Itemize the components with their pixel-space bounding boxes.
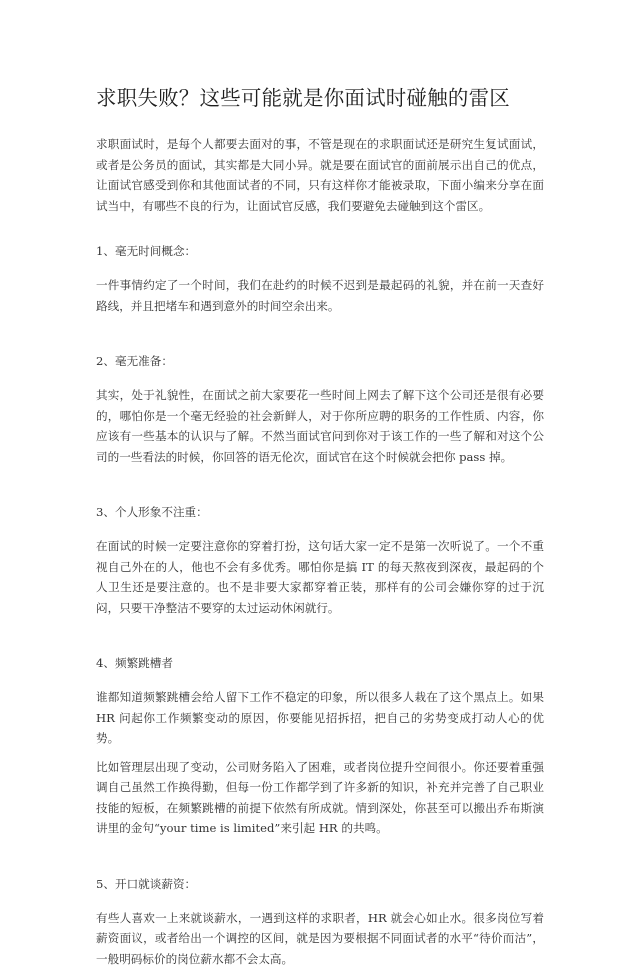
section-3-paragraph: 在面试的时候一定要注意你的穿着打扮，这句话大家一定不是第一次听说了。一个不重视自己外在的人，他也不会有多优秀。哪怕你是搞 IT 的每天熬夜到深夜，最起码的个人卫生还是要注意的。也不是非要大家都穿着正装，那样有的公司会嫌你穿的过于沉闷，只要干净整洁不要穿的太过运动休闲就行。 bbox=[96, 536, 544, 618]
section-heading-3: 3、个人形象不注重： bbox=[96, 503, 544, 521]
section-heading-1: 1、毫无时间概念： bbox=[96, 242, 544, 260]
section-heading-4: 4、频繁跳槽者 bbox=[96, 654, 544, 672]
section-4-paragraph-1: 谁都知道频繁跳槽会给人留下工作不稳定的印象，所以很多人栽在了这个黑点上。如果 HR 问起你工作频繁变动的原因，你要能见招拆招，把自己的劣势变成打动人心的优势。 bbox=[96, 687, 544, 749]
section-1-paragraph: 一件事情约定了一个时间，我们在赴约的时候不迟到是最起码的礼貌，并在前一天查好路线，并且把堵车和遇到意外的时间空余出来。 bbox=[96, 275, 544, 316]
section-2-paragraph: 其实，处于礼貌性，在面试之前大家要花一些时间上网去了解下这个公司还是很有必要的，哪怕你是一个毫无经验的社会新鲜人，对于你所应聘的职务的工作性质、内容，你应该有一些基本的认识与了解。不然当面试官问到你对于该工作的一些了解和对这个公司的一些看法的时候，你回答的语无伦次，面试官在这个时候就会把你 pass 掉。 bbox=[96, 385, 544, 467]
section-5-paragraph: 有些人喜欢一上来就谈薪水，一遇到这样的求职者，HR 就会心如止水。很多岗位写着薪资面议，或者给出一个调控的区间，就是因为要根据不同面试者的水平“待价而沽”，一般明码标价的岗位薪水都不会太高。 bbox=[96, 908, 544, 969]
section-4-paragraph-2: 比如管理层出现了变动，公司财务陷入了困难，或者岗位提升空间很小。你还要着重强调自己虽然工作换得勤，但每一份工作都学到了许多新的知识，补充并完善了自己职业技能的短板，在频繁跳槽的前提下依然有所成就。情到深处，你甚至可以搬出乔布斯演讲里的金句“your time is limited”来引起 HR 的共鸣。 bbox=[96, 757, 544, 839]
section-heading-2: 2、毫无准备： bbox=[96, 352, 544, 370]
intro-paragraph: 求职面试时，是每个人都要去面对的事，不管是现在的求职面试还是研究生复试面试，或者是公务员的面试，其实都是大同小异。就是要在面试官的面前展示出自己的优点，让面试官感受到你和其他面试者的不同，只有这样你才能被录取，下面小编来分享在面试当中，有哪些不良的行为，让面试官反感，我们要避免去碰触到这个雷区。 bbox=[96, 134, 544, 216]
section-heading-5: 5、开口就谈薪资： bbox=[96, 875, 544, 893]
article-title: 求职失败？这些可能就是你面试时碰触的雷区 bbox=[96, 84, 544, 112]
